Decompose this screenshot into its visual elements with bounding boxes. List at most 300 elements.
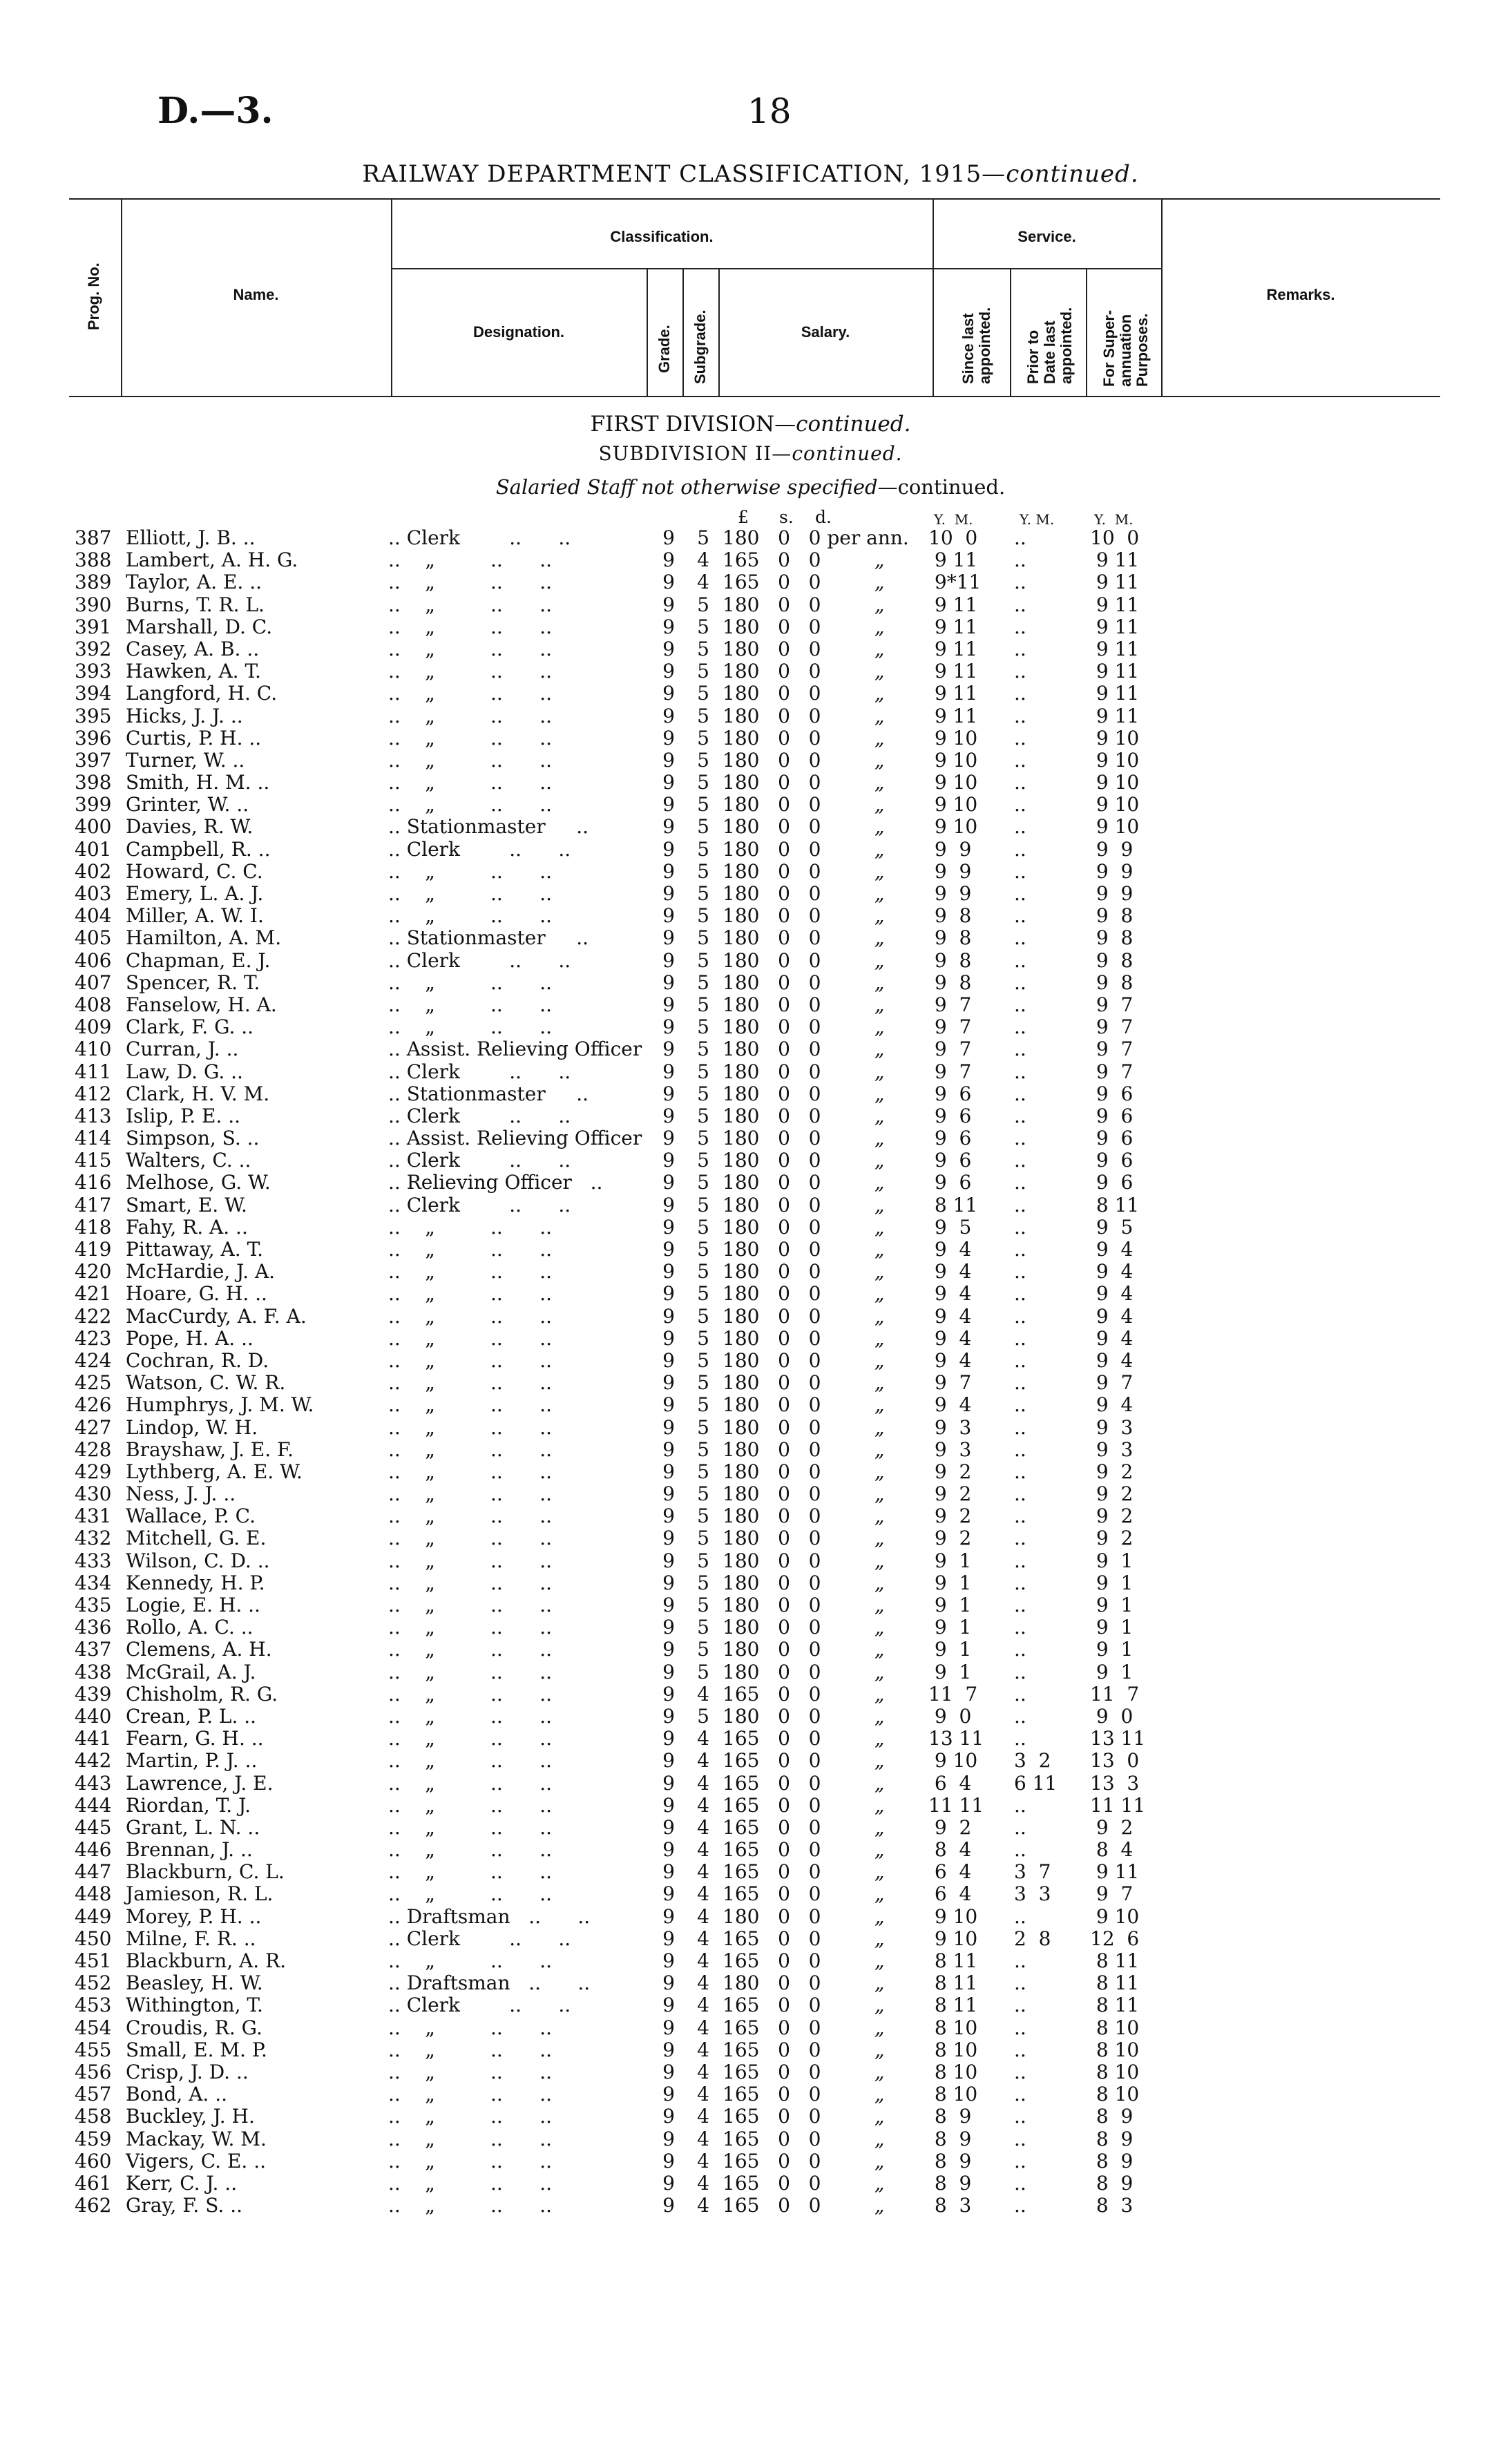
salary: 180 0 0 [723,1260,821,1283]
designation: .. „ .. .. [388,1527,553,1550]
service-superannuation: 9 8 [1090,971,1134,994]
service-prior: 3 7 [1014,1860,1051,1884]
table-row [0,1928,1501,1950]
service-prior: .. [1014,1727,1026,1750]
col-prior-to: Prior to Date last appointed. [1024,307,1075,384]
per-annum-ditto: „ [874,726,885,749]
per-annum-ditto: „ [874,548,885,572]
designation: .. „ .. .. [388,615,553,638]
grade: 9 [662,1549,675,1572]
salary: 180 0 0 [723,793,821,816]
service-since-last: 9*11 [928,571,982,594]
subgrade: 5 [697,1104,709,1127]
service-superannuation: 9 6 [1090,1127,1134,1150]
designation: .. „ .. .. [388,1949,553,1972]
table-row [0,1861,1501,1883]
designation: .. „ .. .. [388,1549,553,1572]
salary: 165 0 0 [723,1749,821,1773]
per-annum-ditto: „ [874,2105,885,2128]
table-row [0,1661,1501,1683]
service-since-last: 8 11 [928,1994,978,2017]
grade: 9 [662,837,675,861]
table-row [0,1105,1501,1127]
staff-name: Curran, J. .. [126,1038,239,1061]
designation: .. „ .. .. [388,1660,553,1683]
subgrade: 4 [697,1838,709,1862]
per-annum-ditto: „ [874,1727,885,1750]
service-since-last: 9 8 [928,948,972,972]
table-row [0,794,1501,816]
service-superannuation: 8 3 [1090,2194,1134,2217]
service-since-last: 9 5 [928,1215,972,1239]
table-row [0,1550,1501,1572]
service-since-last: 11 11 [928,1793,984,1817]
table-row [0,1149,1501,1172]
col-prog-no: Prog. No. [85,262,102,330]
subgrade: 5 [697,1149,709,1172]
staff-name: Turner, W. .. [126,748,245,772]
table-row [0,1750,1501,1772]
table-row [0,1172,1501,1194]
grade: 9 [662,2105,675,2128]
designation: .. Clerk .. .. [388,1149,571,1172]
salary: 180 0 0 [723,882,821,905]
service-superannuation: 9 9 [1090,837,1134,861]
grade: 9 [662,2038,675,2061]
unit-pound: £ [738,507,749,527]
salary: 180 0 0 [723,1082,821,1105]
subgrade: 4 [697,1927,709,1950]
subgrade: 4 [697,1882,709,1906]
salary: 180 0 0 [723,660,821,683]
designation: .. „ .. .. [388,1326,553,1350]
designation: .. „ .. .. [388,1727,553,1750]
subgrade: 5 [697,1438,709,1461]
unit-prior: Y. M. [1020,511,1055,528]
per-annum-ditto: „ [874,1638,885,1661]
table-row [0,950,1501,972]
salary: 180 0 0 [723,904,821,928]
grade: 9 [662,1460,675,1483]
per-annum-ditto: „ [874,1149,885,1172]
col-remarks: Remarks. [1266,286,1335,303]
per-annum-ditto: „ [874,1215,885,1239]
service-prior: .. [1014,1060,1026,1083]
service-prior: .. [1014,1994,1026,2017]
service-superannuation: 9 8 [1090,948,1134,972]
designation: .. „ .. .. [388,2038,553,2061]
service-prior: .. [1014,1704,1026,1728]
designation: .. „ .. .. [388,1015,553,1039]
service-prior: .. [1014,682,1026,705]
subgrade: 5 [697,615,709,638]
service-prior: .. [1014,948,1026,972]
service-prior: .. [1014,526,1026,549]
prog-number: 446 [75,1838,112,1862]
per-annum-ditto: „ [874,1882,885,1906]
service-prior: .. [1014,904,1026,928]
salary: 165 0 0 [723,1682,821,1706]
prog-number: 435 [75,1594,112,1616]
service-prior: .. [1014,1304,1026,1328]
table-row [0,1639,1501,1661]
staff-name: Blackburn, A. R. [126,1949,287,1972]
service-prior: .. [1014,1082,1026,1105]
service-superannuation: 9 4 [1090,1282,1134,1306]
service-since-last: 9 4 [928,1348,972,1372]
prog-number: 432 [75,1527,112,1550]
table-row [0,1616,1501,1639]
service-superannuation: 9 1 [1090,1594,1134,1616]
salary: 165 0 0 [723,548,821,572]
per-annum-ditto: „ [874,926,885,950]
prog-number: 408 [75,993,112,1016]
grade: 9 [662,1260,675,1283]
salary: 180 0 0 [723,1193,821,1216]
staff-name: Lindop, W. H. [126,1415,258,1439]
salary: 165 0 0 [723,2105,821,2128]
per-annum-ditto: „ [874,1549,885,1572]
service-since-last: 9 0 [928,1704,972,1728]
service-prior: .. [1014,1482,1026,1506]
table-row [0,2150,1501,2172]
service-since-last: 8 11 [928,1949,978,1972]
subgrade: 5 [697,1282,709,1306]
subgrade: 5 [697,1594,709,1616]
grade: 9 [662,1704,675,1728]
prog-number: 441 [75,1727,112,1750]
grade: 9 [662,1616,675,1639]
subgrade: 4 [697,1749,709,1773]
prog-number: 428 [75,1438,112,1461]
col-salary: Salary. [801,323,850,341]
designation: .. „ .. .. [388,748,553,772]
designation: .. „ .. .. [388,660,553,683]
subgrade: 5 [697,993,709,1016]
per-annum-ditto: „ [874,1771,885,1795]
prog-number: 436 [75,1616,112,1639]
per-annum-ditto: „ [874,1038,885,1061]
service-since-last: 9 4 [928,1304,972,1328]
per-annum-ditto: „ [874,1571,885,1594]
table-row [0,1817,1501,1839]
grade: 9 [662,615,675,638]
unit-pence: d. [815,507,832,527]
prog-number: 397 [75,748,112,772]
table-row [0,1283,1501,1305]
service-superannuation: 8 4 [1090,1838,1134,1862]
grade: 9 [662,1415,675,1439]
service-prior: .. [1014,993,1026,1016]
designation: .. Clerk .. .. [388,948,571,972]
service-superannuation: 9 10 [1090,815,1140,839]
service-prior: .. [1014,2127,1026,2150]
per-annum-ditto: „ [874,1060,885,1083]
service-prior: .. [1014,2105,1026,2128]
staff-name: Brennan, J. .. [126,1838,253,1862]
service-prior: .. [1014,726,1026,749]
service-prior: .. [1014,793,1026,816]
per-annum-ditto: „ [874,904,885,928]
per-annum-ditto: „ [874,1971,885,1995]
service-since-last: 9 6 [928,1171,972,1194]
service-prior: .. [1014,2171,1026,2195]
subgrade: 4 [697,1860,709,1884]
service-since-last: 9 11 [928,637,978,660]
service-since-last: 9 2 [928,1460,972,1483]
salary: 180 0 0 per ann. [723,526,909,549]
designation: .. „ .. .. [388,1682,553,1706]
subgrade: 4 [697,2016,709,2039]
prog-number: 448 [75,1882,112,1906]
per-annum-ditto: „ [874,1460,885,1483]
service-prior: .. [1014,1660,1026,1683]
designation: .. „ .. .. [388,548,553,572]
subgrade: 5 [697,815,709,839]
prog-number: 390 [75,593,112,616]
service-since-last: 6 4 [928,1771,972,1795]
salary: 165 0 0 [723,1793,821,1817]
service-prior: .. [1014,1527,1026,1550]
salary: 180 0 0 [723,948,821,972]
table-row [0,1594,1501,1616]
prog-number: 430 [75,1482,112,1506]
salary: 180 0 0 [723,926,821,950]
table-row [0,1483,1501,1505]
prog-number: 443 [75,1771,112,1795]
staff-name: Hicks, J. J. .. [126,704,243,727]
service-since-last: 9 11 [928,593,978,616]
grade: 9 [662,1882,675,1906]
subgrade: 4 [697,2149,709,2172]
table-row [0,705,1501,727]
service-since-last: 9 10 [928,1927,978,1950]
grade: 9 [662,859,675,883]
per-annum-ditto: „ [874,1393,885,1417]
prog-number: 396 [75,726,112,749]
designation: .. „ .. .. [388,1460,553,1483]
service-prior: .. [1014,1260,1026,1283]
prog-number: 438 [75,1660,112,1683]
prog-number: 447 [75,1860,112,1884]
prog-number: 399 [75,793,112,816]
service-prior: .. [1014,859,1026,883]
grade: 9 [662,704,675,727]
service-since-last: 6 4 [928,1882,972,1906]
prog-number: 453 [75,1994,112,2017]
designation: .. „ .. .. [388,2171,553,2195]
per-annum-ditto: „ [874,1282,885,1306]
per-annum-ditto: „ [874,993,885,1016]
service-since-last: 9 6 [928,1127,972,1150]
salary: 165 0 0 [723,2194,821,2217]
staff-name: Bond, A. .. [126,2083,228,2106]
service-prior: .. [1014,2038,1026,2061]
grade: 9 [662,1348,675,1372]
service-superannuation: 9 6 [1090,1149,1134,1172]
table-row [0,1773,1501,1795]
service-superannuation: 9 5 [1090,1215,1134,1239]
prog-number: 445 [75,1815,112,1839]
subgrade: 5 [697,1571,709,1594]
subgrade: 4 [697,2194,709,2217]
subgrade: 5 [697,1015,709,1039]
subgrade: 5 [697,859,709,883]
service-prior: .. [1014,2060,1026,2083]
service-since-last: 9 11 [928,660,978,683]
subgrade: 5 [697,1304,709,1328]
service-prior: .. [1014,1282,1026,1306]
salary: 165 0 0 [723,2016,821,2039]
grade: 9 [662,948,675,972]
per-annum-ditto: „ [874,1927,885,1950]
service-superannuation: 9 9 [1090,859,1134,883]
service-prior: .. [1014,1371,1026,1395]
subgrade: 5 [697,1527,709,1550]
service-prior: .. [1014,748,1026,772]
prog-number: 389 [75,571,112,594]
service-prior: .. [1014,1838,1026,1862]
prog-number: 403 [75,882,112,905]
table-row [0,594,1501,616]
staff-name: Chapman, E. J. [126,948,271,972]
salary: 180 0 0 [723,837,821,861]
staff-name: Islip, P. E. .. [126,1104,241,1127]
designation: .. Clerk .. .. [388,1927,571,1950]
prog-number: 439 [75,1682,112,1706]
service-superannuation: 10 0 [1090,526,1140,549]
grade: 9 [662,593,675,616]
col-subgrade: Subgrade. [691,309,709,384]
service-prior: .. [1014,1949,1026,1972]
service-superannuation: 9 7 [1090,1371,1134,1395]
grade: 9 [662,1082,675,1105]
subgrade: 4 [697,1727,709,1750]
grade: 9 [662,993,675,1016]
designation: .. „ .. .. [388,1393,553,1417]
subgrade: 4 [697,2105,709,2128]
salary: 180 0 0 [723,593,821,616]
per-annum-ditto: „ [874,971,885,994]
service-since-last: 9 3 [928,1438,972,1461]
service-prior: .. [1014,1793,1026,1817]
per-annum-ditto: „ [874,1371,885,1395]
service-since-last: 8 4 [928,1838,972,1862]
prog-number: 392 [75,637,112,660]
staff-name: Gray, F. S. .. [126,2194,242,2217]
service-prior: .. [1014,1549,1026,1572]
staff-name: Clark, F. G. .. [126,1015,254,1039]
per-annum-ditto: „ [874,1015,885,1039]
salary: 165 0 0 [723,1860,821,1884]
salary: 180 0 0 [723,1704,821,1728]
designation: .. Clerk .. .. [388,837,571,861]
staff-name: Wilson, C. D. .. [126,1549,270,1572]
designation: .. „ .. .. [388,2105,553,2128]
subgrade: 5 [697,1215,709,1239]
salary: 180 0 0 [723,1149,821,1172]
service-prior: .. [1014,1616,1026,1639]
designation: .. „ .. .. [388,1749,553,1773]
service-superannuation: 9 7 [1090,1060,1134,1083]
table-row [0,1994,1501,2016]
staff-name: Fanselow, H. A. [126,993,277,1016]
grade: 9 [662,793,675,816]
designation: .. Clerk .. .. [388,526,571,549]
grade: 9 [662,815,675,839]
staff-name: Lambert, A. H. G. [126,548,298,572]
prog-number: 433 [75,1549,112,1572]
subgrade: 5 [697,637,709,660]
prog-number: 415 [75,1149,112,1172]
grade: 9 [662,548,675,572]
staff-name: Jamieson, R. L. [126,1882,274,1906]
service-prior: .. [1014,1326,1026,1350]
per-annum-ditto: „ [874,637,885,660]
service-since-last: 9 9 [928,837,972,861]
service-prior: .. [1014,1393,1026,1417]
header-rule-bottom [69,396,1440,397]
service-superannuation: 8 10 [1090,2083,1140,2106]
service-superannuation: 9 10 [1090,1904,1140,1928]
subgrade: 4 [697,2171,709,2195]
service-since-last: 9 7 [928,993,972,1016]
designation: .. Relieving Officer .. [388,1171,603,1194]
subgrade: 4 [697,548,709,572]
designation: .. „ .. .. [388,882,553,905]
per-annum-ditto: „ [874,1193,885,1216]
per-annum-ditto: „ [874,1594,885,1616]
service-superannuation: 9 6 [1090,1171,1134,1194]
salary: 180 0 0 [723,815,821,839]
designation: .. „ .. .. [388,1571,553,1594]
unit-shilling: s. [779,507,794,527]
service-superannuation: 9 4 [1090,1326,1134,1350]
designation: .. „ .. .. [388,1304,553,1328]
grade: 9 [662,1171,675,1194]
salary: 180 0 0 [723,859,821,883]
staff-name: Curtis, P. H. .. [126,726,262,749]
designation: .. „ .. .. [388,971,553,994]
prog-number: 434 [75,1571,112,1594]
table-row [0,727,1501,749]
table-row [0,1906,1501,1928]
service-since-last: 9 3 [928,1415,972,1439]
staff-name: Miller, A. W. I. [126,904,264,928]
salary: 180 0 0 [723,1460,821,1483]
prog-number: 423 [75,1326,112,1350]
service-since-last: 9 7 [928,1060,972,1083]
staff-name: Taylor, A. E. .. [126,571,262,594]
service-since-last: 9 4 [928,1238,972,1261]
designation: .. Clerk .. .. [388,1193,571,1216]
service-prior: .. [1014,1438,1026,1461]
subgrade: 4 [697,1971,709,1995]
service-since-last: 9 11 [928,615,978,638]
subgrade: 4 [697,571,709,594]
per-annum-ditto: „ [874,571,885,594]
service-prior: .. [1014,1127,1026,1150]
designation: .. „ .. .. [388,859,553,883]
per-annum-ditto: „ [874,1815,885,1839]
staff-name: Casey, A. B. .. [126,637,260,660]
service-superannuation: 9 2 [1090,1505,1134,1528]
staff-name: Logie, E. H. .. [126,1594,260,1616]
col-for-super: For Super- annuation Purposes. [1100,309,1151,387]
subgrade: 4 [697,1904,709,1928]
salary: 165 0 0 [723,2149,821,2172]
grade: 9 [662,726,675,749]
